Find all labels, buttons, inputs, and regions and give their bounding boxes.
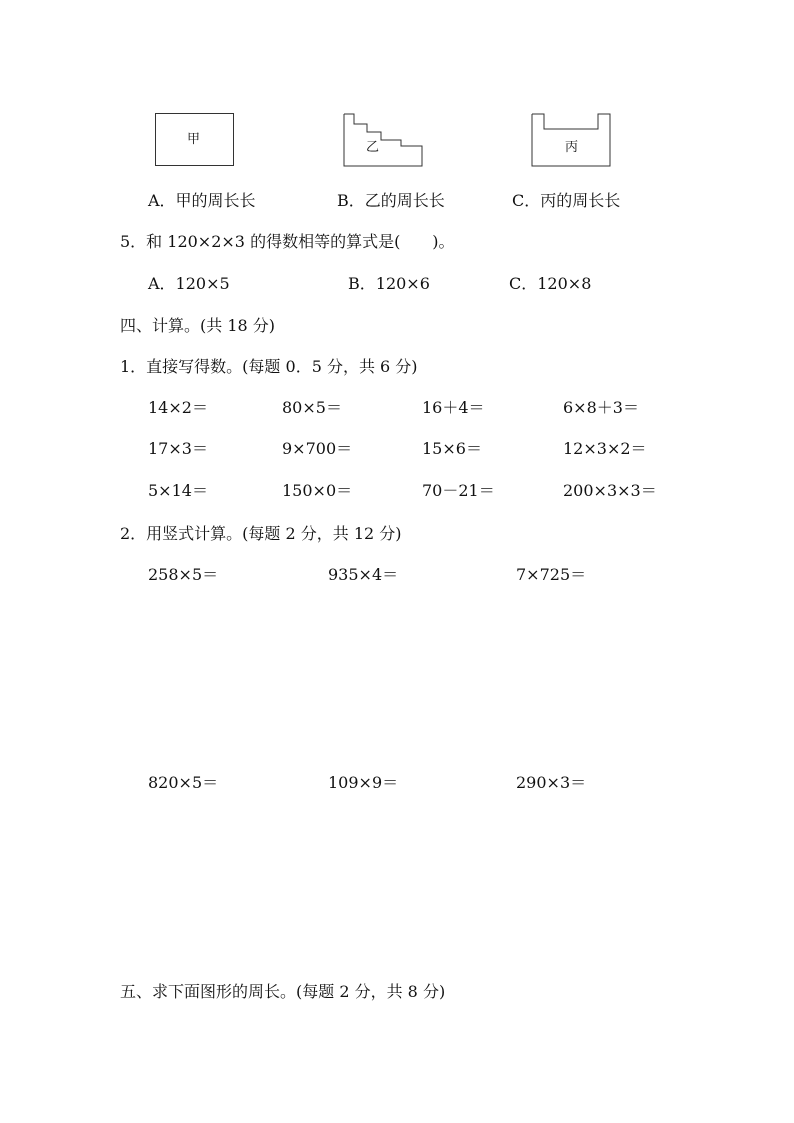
staircase-figure-icon: [343, 113, 425, 169]
calc-1-1: 14×2＝: [148, 398, 208, 417]
figure-yi-label: 乙: [366, 140, 380, 155]
section4-title: 四、计算。(共 18 分): [120, 316, 276, 335]
calc-3-3: 70－21＝: [422, 481, 495, 500]
calc-2-4: 12×3×2＝: [563, 439, 647, 458]
calc-1-4: 6×8＋3＝: [563, 398, 639, 417]
calc-3-2: 150×0＝: [282, 481, 353, 500]
figure-jia-label: 甲: [187, 132, 201, 147]
figure-bing: [531, 113, 613, 169]
vertical-calc-2: 935×4＝: [328, 565, 399, 584]
q5-option-c: C．120×8: [509, 274, 592, 293]
calc-1-2: 80×5＝: [282, 398, 342, 417]
calc-2-2: 9×700＝: [282, 439, 353, 458]
vertical-calc-6: 290×3＝: [516, 773, 587, 792]
calc-1-3: 16＋4＝: [422, 398, 485, 417]
section5-title: 五、求下面图形的周长。(每题 2 分，共 8 分): [120, 982, 446, 1001]
q5-stem: 5．和 120×2×3 的得数相等的算式是( )。: [120, 232, 455, 251]
q4-option-c: C．丙的周长长: [512, 191, 621, 210]
vertical-calc-5: 109×9＝: [328, 773, 399, 792]
section4-part2-title: 2．用竖式计算。(每题 2 分，共 12 分): [120, 524, 402, 543]
q4-option-a: A．甲的周长长: [148, 191, 256, 210]
vertical-calc-1: 258×5＝: [148, 565, 219, 584]
calc-2-3: 15×6＝: [422, 439, 482, 458]
figure-bing-label: 丙: [565, 140, 579, 155]
figure-jia: [155, 113, 235, 167]
figure-yi: [343, 113, 425, 169]
q5-option-b: B．120×6: [348, 274, 430, 293]
vertical-calc-3: 7×725＝: [516, 565, 587, 584]
section4-part1-title: 1．直接写得数。(每题 0．5 分，共 6 分): [120, 357, 418, 376]
calc-3-4: 200×3×3＝: [563, 481, 657, 500]
vertical-calc-4: 820×5＝: [148, 773, 219, 792]
calc-3-1: 5×14＝: [148, 481, 208, 500]
q4-option-b: B．乙的周长长: [337, 191, 445, 210]
q5-option-a: A．120×5: [148, 274, 230, 293]
calc-2-1: 17×3＝: [148, 439, 208, 458]
